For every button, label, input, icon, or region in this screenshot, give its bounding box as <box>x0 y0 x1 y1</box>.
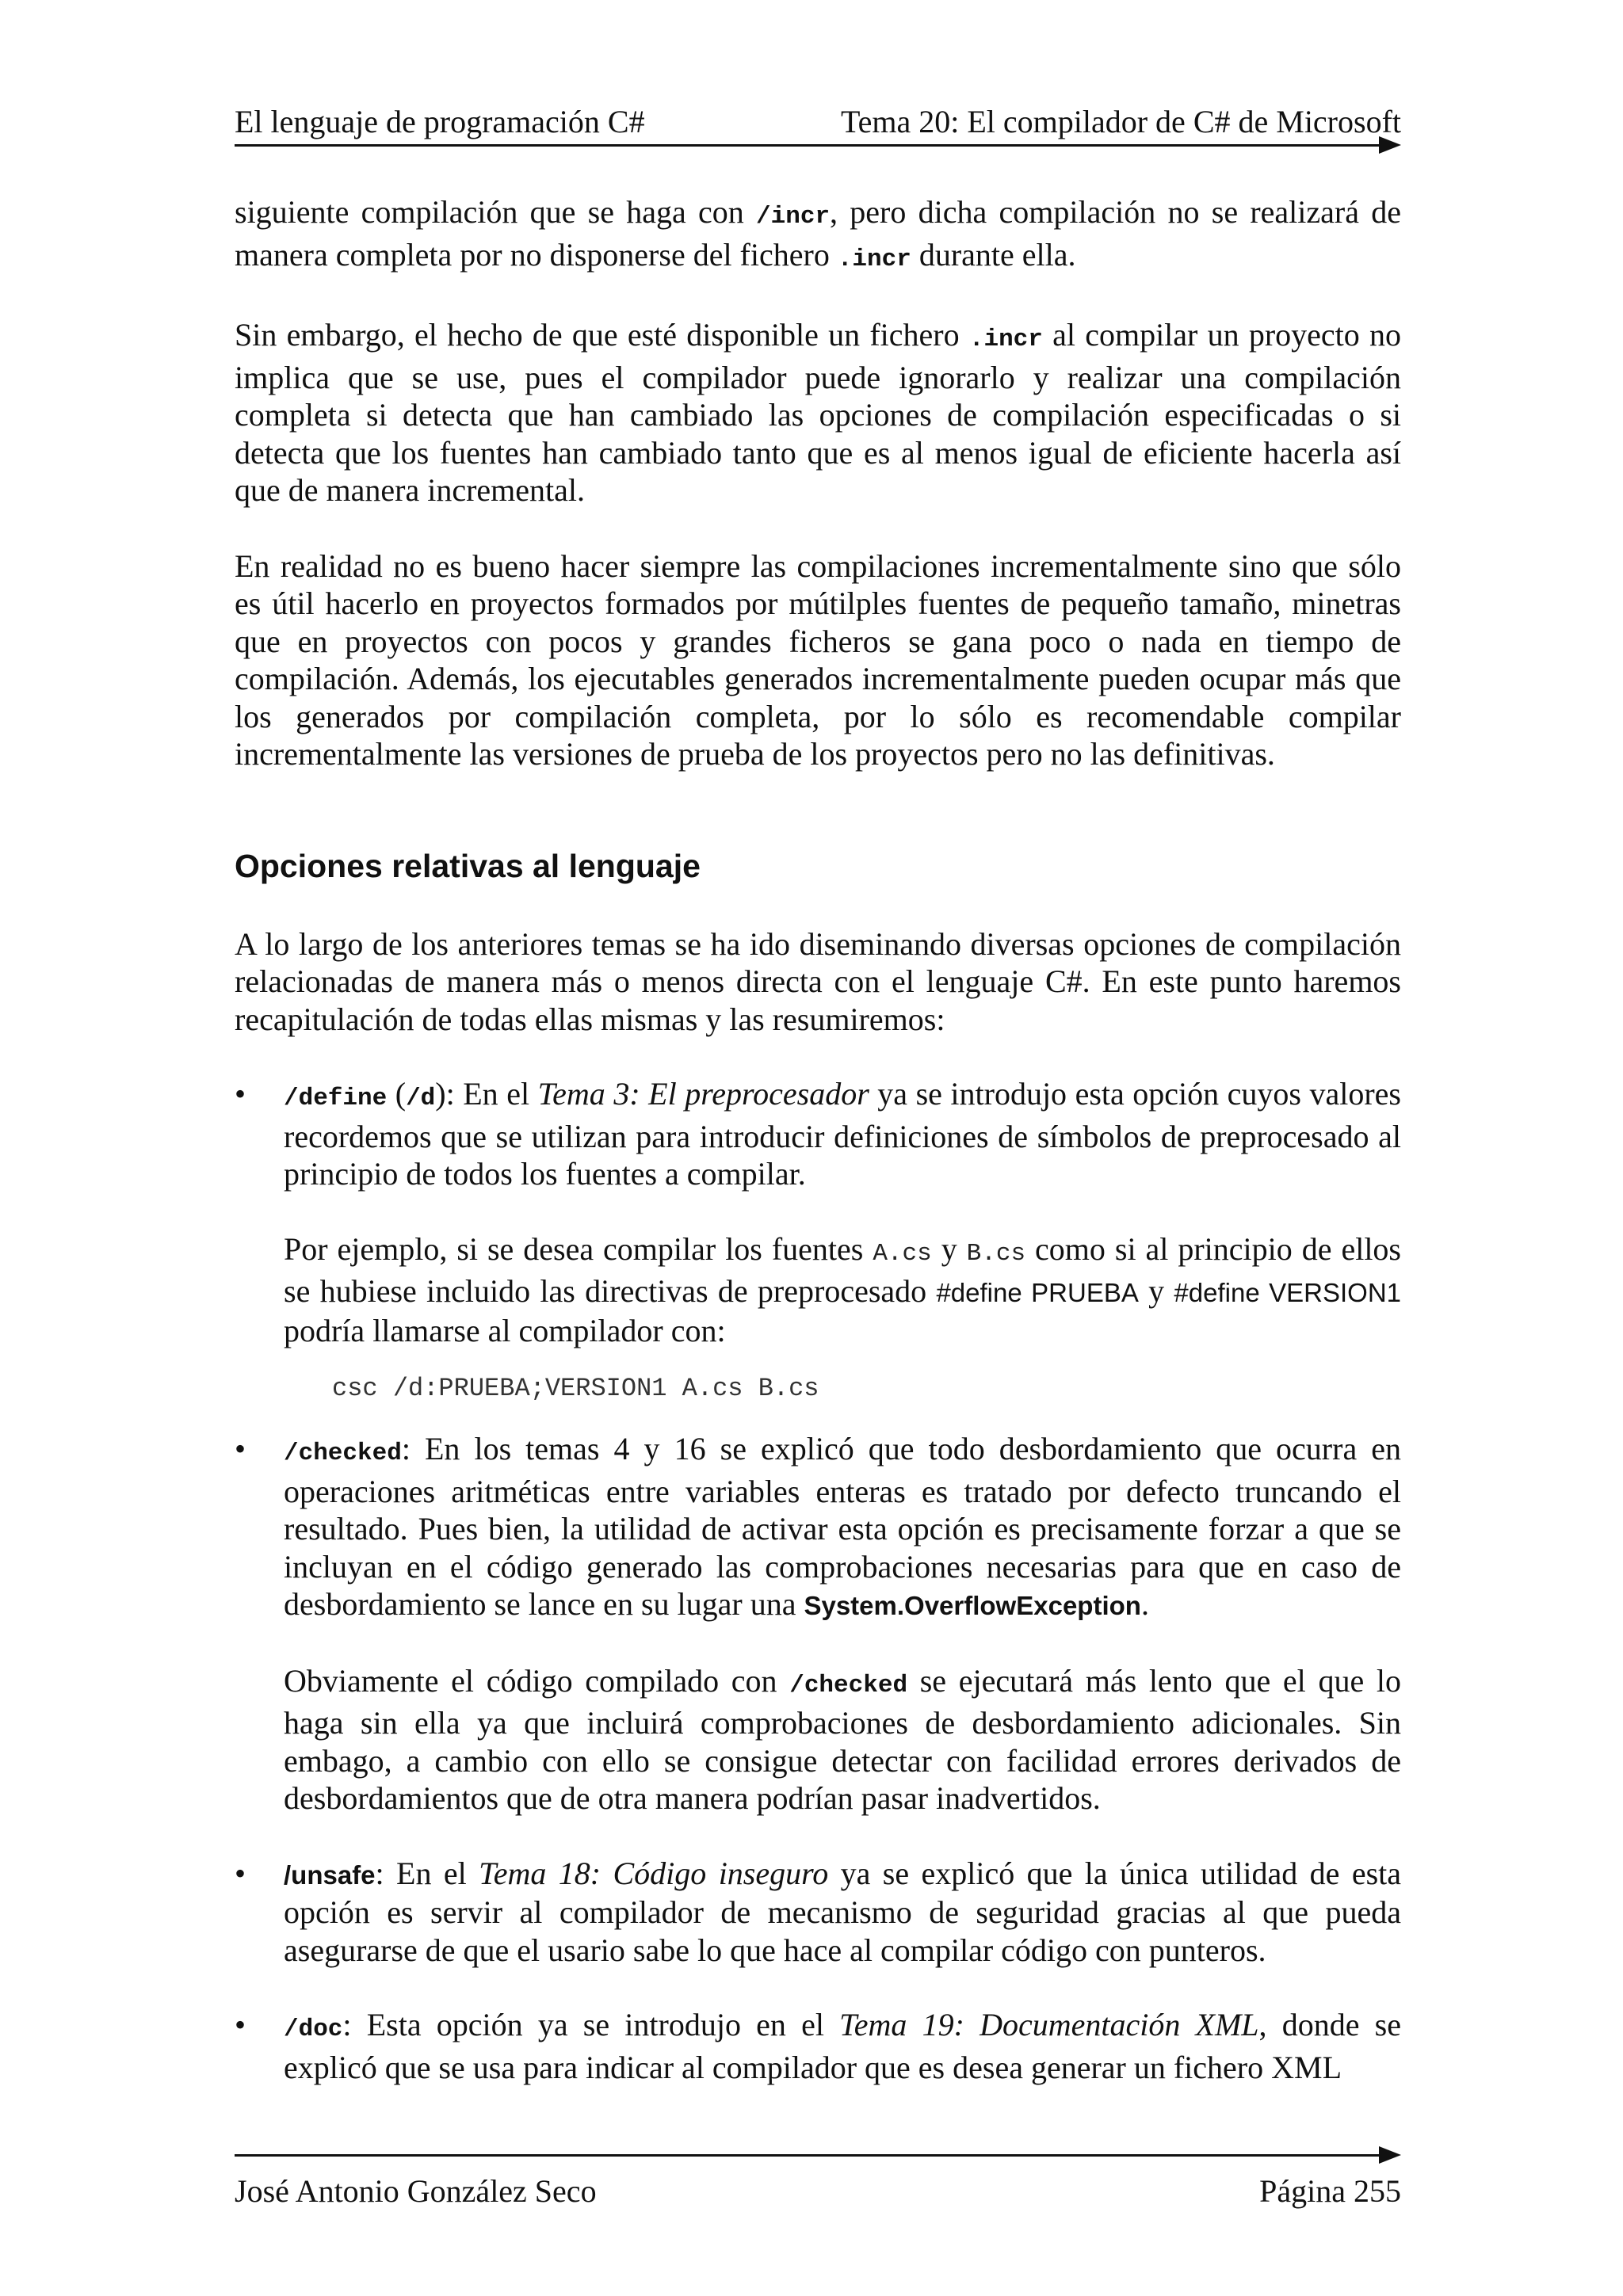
file-name: B.cs <box>966 1239 1026 1268</box>
page-header <box>235 100 1401 144</box>
header-book-title: El lenguaje de programación C# <box>235 104 645 139</box>
footer-rule <box>235 2154 1381 2157</box>
footer-author: José Antonio González Seco <box>235 2173 597 2209</box>
inline-code: /incr <box>756 203 831 231</box>
option-name: /checked <box>789 1671 908 1699</box>
bullet-icon: • <box>235 1855 246 1891</box>
header-arrow-icon <box>1379 136 1401 154</box>
code-example: csc /d:PRUEBA;VERSION1 A.cs B.cs <box>332 1374 819 1403</box>
header-chapter-title: Tema 20: El compilador de C# de Microsoft <box>840 104 1401 139</box>
chapter-reference: Tema 18: Código inseguro <box>479 1855 829 1891</box>
footer-arrow-icon <box>1379 2146 1401 2164</box>
list-item-doc: • /doc: Esta opción ya se introdujo en el Tema 19: Documentación XML, donde se explicó que se usa para indicar al compilador que es desea generar un fichero XML <box>235 2007 1402 2085</box>
directive: #define VERSION1 <box>1174 1278 1402 1307</box>
paragraph: Sin embargo, el hecho de que esté disponible un fichero .incr al compilar un proyecto no implica que se use, pues el compilador puede ignorarlo y realizar una compilación completa si detecta que han cambiado las opciones de compilación especificadas o si detecta que los fuentes han cambiado tanto que es al menos igual de eficiente hacerla así que de manera incremental. <box>235 317 1401 508</box>
paragraph: siguiente compilación que se haga con /incr, pero dicha compilación no se realizará de manera completa por no disponerse del fichero .incr durante ella. <box>235 194 1401 273</box>
section-intro: A lo largo de los anteriores temas se ha ido diseminando diversas opciones de compilación relacionadas de manera más o menos directa con el lenguaje C#. En este punto haremos recapitulación de todas ellas mismas y las resumiremos: <box>235 925 1401 1037</box>
inline-code: .incr <box>837 245 911 273</box>
exception-name: System.OverflowException <box>804 1591 1141 1620</box>
list-item-define: • /define (/d): En el Tema 3: El preprocesador ya se introdujo esta opción cuyos valores recordemos que se utilizan para introducir definiciones de símbolos de preprocesado al principio de todos los fuentes a compilar. Por ejemplo, si se desea compilar los fuentes A.cs y B.cs como si al principio de ellos se hubiese incluido las directivas de preprocesado #define PRUEBA y #define VERSION1 podría llamarse al compilador con: csc /d:PRUEBA;VERSION1 A.cs B.cs <box>235 1076 1402 1403</box>
directive: #define PRUEBA <box>936 1278 1139 1307</box>
bullet-icon: • <box>235 2007 246 2042</box>
inline-code: .incr <box>968 326 1043 353</box>
bullet-icon: • <box>235 1431 246 1466</box>
header-rule <box>235 144 1381 147</box>
chapter-reference: Tema 3: El preprocesador <box>537 1076 869 1112</box>
list-item-checked: • /checked: En los temas 4 y 16 se explicó que todo desbordamiento que ocurra en operaciones aritméticas entre variables enteras es tratado por defecto truncando el resultado. Pues bien, la utilidad de activar esta opción es precisamente forzar a que se incluyan en el código generado las comprobaciones necesarias para que en caso de desbordamiento se lance en su lugar una System.OverflowException. Obviamente el código compilado con /checked se ejecutará más lento que el que lo haga sin ella ya que incluirá comprobaciones de desbordamiento adicionales. Sin embago, a cambio con ello se consigue detectar con facilidad errores derivados de desbordamientos que de otra manera podrían pasar inadvertidos. <box>235 1431 1401 1816</box>
chapter-reference: Tema 19: Documentación XML <box>839 2007 1259 2042</box>
section-heading: Opciones relativas al lenguaje <box>235 847 701 884</box>
option-name: /define <box>284 1085 388 1112</box>
bullet-icon: • <box>235 1076 246 1112</box>
file-name: A.cs <box>873 1239 932 1268</box>
list-item-unsafe: • /unsafe: En el Tema 18: Código inseguro ya se explicó que la única utilidad de esta opción es servir al compilador de mecanismo de seguridad gracias al que pueda asegurarse de que el usario sabe lo que hace al compilar código con punteros. <box>235 1855 1402 1968</box>
example-paragraph: Por ejemplo, si se desea compilar los fuentes A.cs y B.cs como si al principio de ellos se hubiese incluido las directivas de preprocesado #define PRUEBA y #define VERSION1 podría llamarse al compilador con: <box>284 1230 1402 1348</box>
page-footer <box>235 2169 1401 2214</box>
option-name: /doc <box>284 2016 343 2043</box>
page-number: Página 255 <box>1259 2173 1401 2209</box>
page-body <box>235 193 1401 2086</box>
option-name: /unsafe <box>284 1859 376 1890</box>
option-name: /checked <box>284 1440 402 1467</box>
option-alias: /d <box>406 1085 436 1112</box>
paragraph: En realidad no es bueno hacer siempre las compilaciones incrementalmente sino que sólo es útil hacerlo en proyectos formados por mútilples fuentes de pequeño tamaño, minetras que en proyectos con pocos y grandes ficheros se gana poco o nada en tiempo de compilación. Además, los ejecutables generados incrementalmente pueden ocupar más que los generados por compilación completa, por lo sólo es recomendable compilar incrementalmente las versiones de prueba de los proyectos pero no las definitivas. <box>235 547 1401 772</box>
